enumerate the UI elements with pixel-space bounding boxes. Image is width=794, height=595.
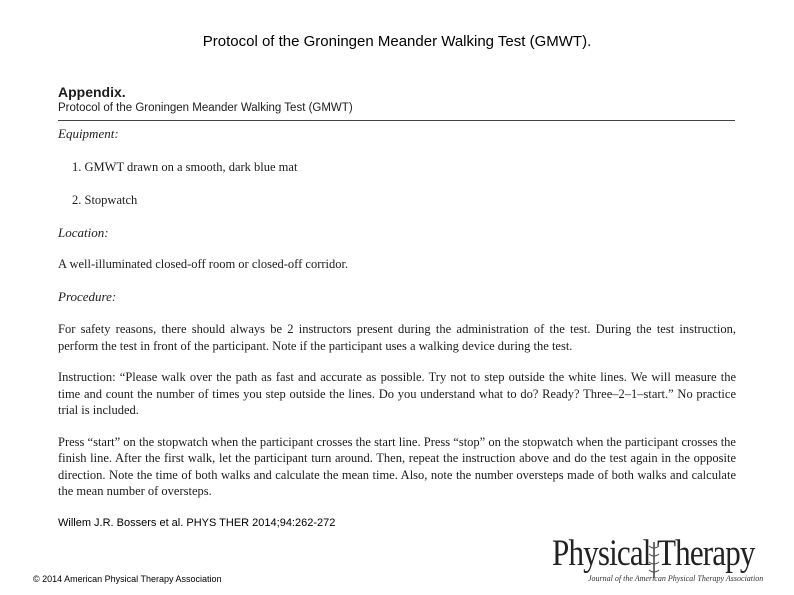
- appendix-heading: Appendix.: [58, 84, 126, 100]
- procedure-paragraph: Press “start” on the stopwatch when the participant crosses the start line. Press “stop” on the stopwatch when the participant crosses the finish line. After the first walk, let the participant turn around. Then, repeat the instruction above and do the test again in the opposite direction. Note the time of both walks and calculate the mean time. Also, note the number oversteps made of both walks and calculate the mean number of oversteps.: [58, 434, 736, 498]
- equipment-item: 1. GMWT drawn on a smooth, dark blue mat: [72, 160, 298, 174]
- slide-title: Protocol of the Groningen Meander Walking Test (GMWT).: [202, 33, 592, 50]
- procedure-paragraph: Instruction: “Please walk over the path as fast and accurate as possible. Try not to step outside the white lines. We will measure the time and count the number of times you step outside the lines. Do you understand what to do? Ready? Three–2–1–start.” No practice trial is included.: [58, 370, 736, 417]
- heading-divider: [58, 120, 735, 121]
- location-text: A well-illuminated closed-off room or closed-off corridor.: [58, 257, 349, 271]
- location-label: Location:: [58, 225, 109, 240]
- procedure-paragraph: For safety reasons, there should always be 2 instructors present during the administration of the test. During the test instruction, perform the test in front of the participant. Note if the participant uses a walking device during the test.: [58, 322, 736, 353]
- equipment-item: 2. Stopwatch: [72, 193, 138, 207]
- citation: Willem J.R. Bossers et al. PHYS THER 2014;94:262-272: [58, 517, 336, 529]
- procedure-label: Procedure:: [58, 289, 117, 304]
- journal-logo-name: Physical Therapy: [552, 533, 755, 574]
- journal-logo-tagline: Journal of the American Physical Therapy Association: [588, 574, 764, 583]
- equipment-label: Equipment:: [58, 126, 119, 141]
- appendix-subheading: Protocol of the Groningen Meander Walking Test (GMWT): [58, 102, 353, 114]
- copyright: © 2014 American Physical Therapy Association: [33, 574, 222, 584]
- appendix-document: [58, 84, 736, 500]
- equipment-list: [58, 159, 736, 208]
- journal-logo: [552, 533, 782, 586]
